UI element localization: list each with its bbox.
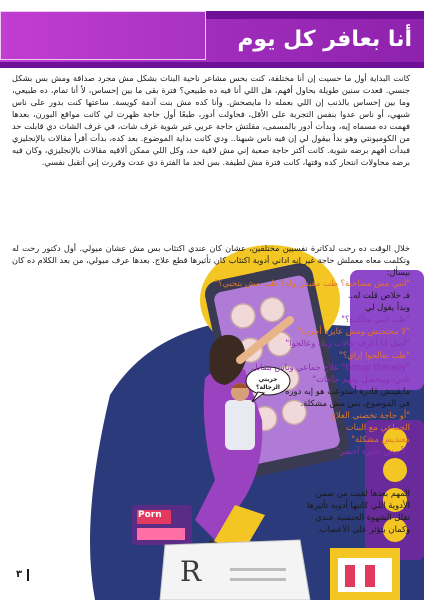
- dialogue-line: "طب تعالجوا إزاي؟": [338, 350, 410, 360]
- page-title: أنا بعافر كل يوم: [237, 27, 412, 52]
- closing-paragraph: المهم بعدها لقيت من ضمن الأدوية اللي كانتها أدوية تأثيرها تقلل الشهوة الجنسية عندي وكمان بتؤثر على الأعصاب.: [306, 488, 410, 534]
- dialogue-line: الجماعي مع البنات: [345, 422, 410, 432]
- porn-label: Porn: [138, 510, 162, 520]
- dialogue-line: "لأ مش عايزة أحضر": [336, 446, 410, 456]
- pill-bottle: [330, 548, 400, 600]
- page-number: ٣: [16, 569, 23, 580]
- dialogue-line: "انتي مش مصاحبة؟ طب مفيش ولد؟ طب مش بتحبي؟": [214, 278, 410, 288]
- page-number-divider: [27, 569, 29, 581]
- dialogue-line: ناس، وبيحصل بينهم حاجات": [312, 374, 410, 384]
- paragraph-2: بعد كده، بدأت أقرأ مقالات بالإنجليزي فبدأت أفهم برضه شوية. كانت أكتر حاجة صعبة إني مش لاقية حد، وكل اللي ممكن ألاقيه مقالات بالإنجليزي، وكان فيه برضه محاولات انتحار كده وقتها، كانت فترة مش لطيفة. بس لحد ما الفترة دي عدت وقررت إني أتقبل نفسي.: [12, 133, 410, 167]
- dialogue-line: "طب انتي متأكدة؟": [341, 314, 410, 324]
- paragraph-1: كانت البداية أول ما حسيت إن أنا مختلفة، كنت بحس مشاعر ناحية البنات بشكل مش مجرد صداقة ومش بس بشكل جنسي. قعدت سنين طويلة بحاول أفهم، هل اللي أنا فيه ده طبيعي؟ فترة بقى ما بين إحساس، لأ أنا تمام، ده طبيعي، وما بين إحساس بالذنب إن اللي بعمله دا مايصحش. وأنا كده مش بنت آدمة كويسة. ساعتها كنت بدور على ناس شبهي، أو ناس عدوا بنفس التجربة على الأقل، فحاولت أدور، طبعًا أول حاجة ظهرت لي كانت مواقع البورن، بعدها فهمت ده مسماه إيه، وبدأت أدور بالمسمى، مقلتش حاجة عربي غير شوية غرف شات، في غرف الشات دي قابلت حد من الكوميونتي وهو بدأ بيقول لي إن فيه ناس شبهنا.. ودي كانت بداية الموضوع.: [12, 73, 410, 143]
- dialogue-line: "أو حاجة تخصني العلاج: [330, 410, 410, 420]
- dialogue-line: وبدأ يقول لي: [365, 302, 410, 312]
- dialogue-line: في الموضوع، بس مش مشكلة.: [300, 398, 410, 408]
- header-inset-box: [0, 11, 206, 60]
- dialogue-line: "Group therapy" علاج جماعي وناس بتقابل: [251, 362, 410, 372]
- dialogue-line: "أصل أنا أعرف حالات زيك وعالجوا": [285, 338, 410, 348]
- dialogue-line: "لا محتجتش ومش عايزة أجرب": [297, 326, 410, 336]
- dialogue-line: معنديش مشكلة": [351, 434, 410, 444]
- prescription-symbol: R: [180, 555, 202, 588]
- dialogue-line: فـ خلاص قلت له..: [347, 290, 410, 300]
- dialogue-line: مابقيتش قادرة أستوعب هو إيه دوره: [285, 386, 410, 396]
- paragraph-3: خلال الوقت ده رحت لدكاترة نفسيين مختلفين، عشان كان عندي اكتئاب بس مش عشان ميولي. أول دكتور رحت له وتكلمت معاه معملش حاجة غير إنه اداني أدوية اكتئاب كان تأثيرها قطع علاج. بعدها عرف ميولي، من بعد الكلام ده كان بيسأل:: [12, 243, 410, 277]
- paragraph-block-1: [12, 72, 410, 168]
- speech-bubble-text: جربتي الرجالة؟: [256, 376, 280, 391]
